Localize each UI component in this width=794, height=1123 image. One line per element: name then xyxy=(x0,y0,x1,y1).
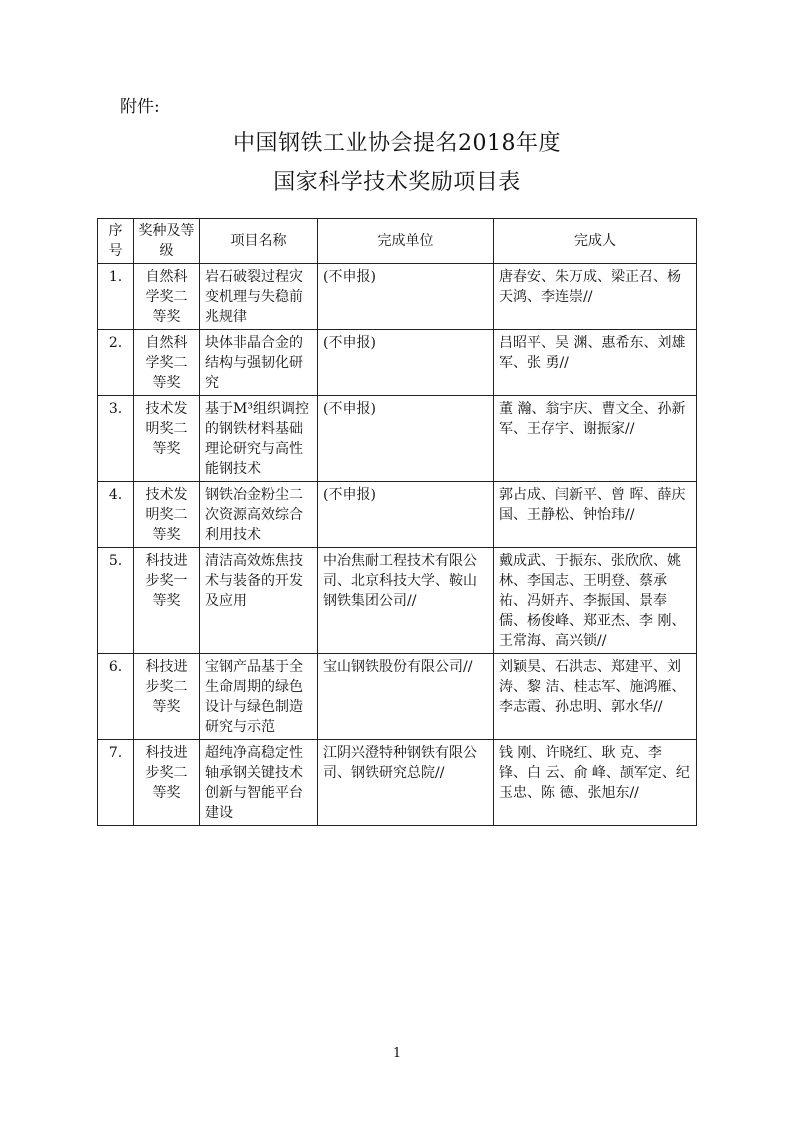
project-name: 宝钢产品基于全生命周期的绿色设计与绿色制造研究与示范 xyxy=(200,654,318,740)
award-nomination-table xyxy=(97,218,697,826)
completing-people: 郭占成、闫新平、曾 晖、薛庆国、王静松、钟怡玮// xyxy=(494,482,697,548)
header-no: 序号 xyxy=(98,219,134,264)
row-number: 7. xyxy=(98,740,134,826)
row-number: 3. xyxy=(98,396,134,482)
header-project: 项目名称 xyxy=(200,219,318,264)
completing-unit: 江阴兴澄特种钢铁有限公司、钢铁研究总院// xyxy=(318,740,494,826)
project-name: 清洁高效炼焦技术与装备的开发及应用 xyxy=(200,548,318,654)
table-row xyxy=(98,740,697,826)
award-category: 科技进步奖二等奖 xyxy=(134,654,200,740)
attachment-label: 附件: xyxy=(120,97,160,117)
row-number: 2. xyxy=(98,330,134,396)
table-header-row xyxy=(98,219,697,264)
completing-people: 钱 刚、许晓红、耿 克、李 锋、白 云、俞 峰、颉军定、纪玉忠、陈 德、张旭东// xyxy=(494,740,697,826)
table-row xyxy=(98,396,697,482)
completing-unit: (不申报) xyxy=(318,396,494,482)
project-name: 钢铁冶金粉尘二次资源高效综合利用技术 xyxy=(200,482,318,548)
completing-people: 吕昭平、吴 渊、惠希东、刘雄军、张 勇// xyxy=(494,330,697,396)
row-number: 1. xyxy=(98,264,134,330)
award-category: 技术发明奖二等奖 xyxy=(134,396,200,482)
award-category: 科技进步奖一等奖 xyxy=(134,548,200,654)
completing-unit: (不申报) xyxy=(318,264,494,330)
completing-people: 唐春安、朱万成、梁正召、杨天鸿、李连崇// xyxy=(494,264,697,330)
completing-unit: 宝山钢铁股份有限公司// xyxy=(318,654,494,740)
page-number: 1 xyxy=(392,1046,402,1061)
table-row xyxy=(98,482,697,548)
project-name: 基于M³组织调控的钢铁材料基础理论研究与高性能钢技术 xyxy=(200,396,318,482)
completing-people: 刘颖昊、石洪志、郑建平、刘 涛、黎 洁、桂志军、施鸿雁、李志霞、孙忠明、郭水华// xyxy=(494,654,697,740)
header-category: 奖种及等级 xyxy=(134,219,200,264)
row-number: 5. xyxy=(98,548,134,654)
completing-people: 戴成武、于振东、张欣欣、姚 林、李国志、王明登、蔡承祐、冯妍卉、李振国、景奉儒、杨俊峰、郑亚杰、李 刚、王常海、高兴锁// xyxy=(494,548,697,654)
table-row xyxy=(98,330,697,396)
award-category: 技术发明奖二等奖 xyxy=(134,482,200,548)
document-title-line-2: 国家科学技术奖励项目表 xyxy=(273,170,521,195)
award-category: 自然科学奖二等奖 xyxy=(134,264,200,330)
header-people: 完成人 xyxy=(494,219,697,264)
award-category: 科技进步奖二等奖 xyxy=(134,740,200,826)
table-row xyxy=(98,654,697,740)
table-row xyxy=(98,548,697,654)
completing-people: 董 瀚、翁宇庆、曹文全、孙新军、王存宇、谢振家// xyxy=(494,396,697,482)
table-row xyxy=(98,264,697,330)
row-number: 4. xyxy=(98,482,134,548)
document-title-line-1: 中国钢铁工业协会提名2018年度 xyxy=(233,131,561,156)
award-category: 自然科学奖二等奖 xyxy=(134,330,200,396)
project-name: 超纯净高稳定性轴承钢关键技术创新与智能平台建设 xyxy=(200,740,318,826)
header-unit: 完成单位 xyxy=(318,219,494,264)
project-name: 岩石破裂过程灾变机理与失稳前兆规律 xyxy=(200,264,318,330)
project-name: 块体非晶合金的结构与强韧化研究 xyxy=(200,330,318,396)
completing-unit: 中冶焦耐工程技术有限公司、北京科技大学、鞍山钢铁集团公司// xyxy=(318,548,494,654)
row-number: 6. xyxy=(98,654,134,740)
completing-unit: (不申报) xyxy=(318,482,494,548)
completing-unit: (不申报) xyxy=(318,330,494,396)
